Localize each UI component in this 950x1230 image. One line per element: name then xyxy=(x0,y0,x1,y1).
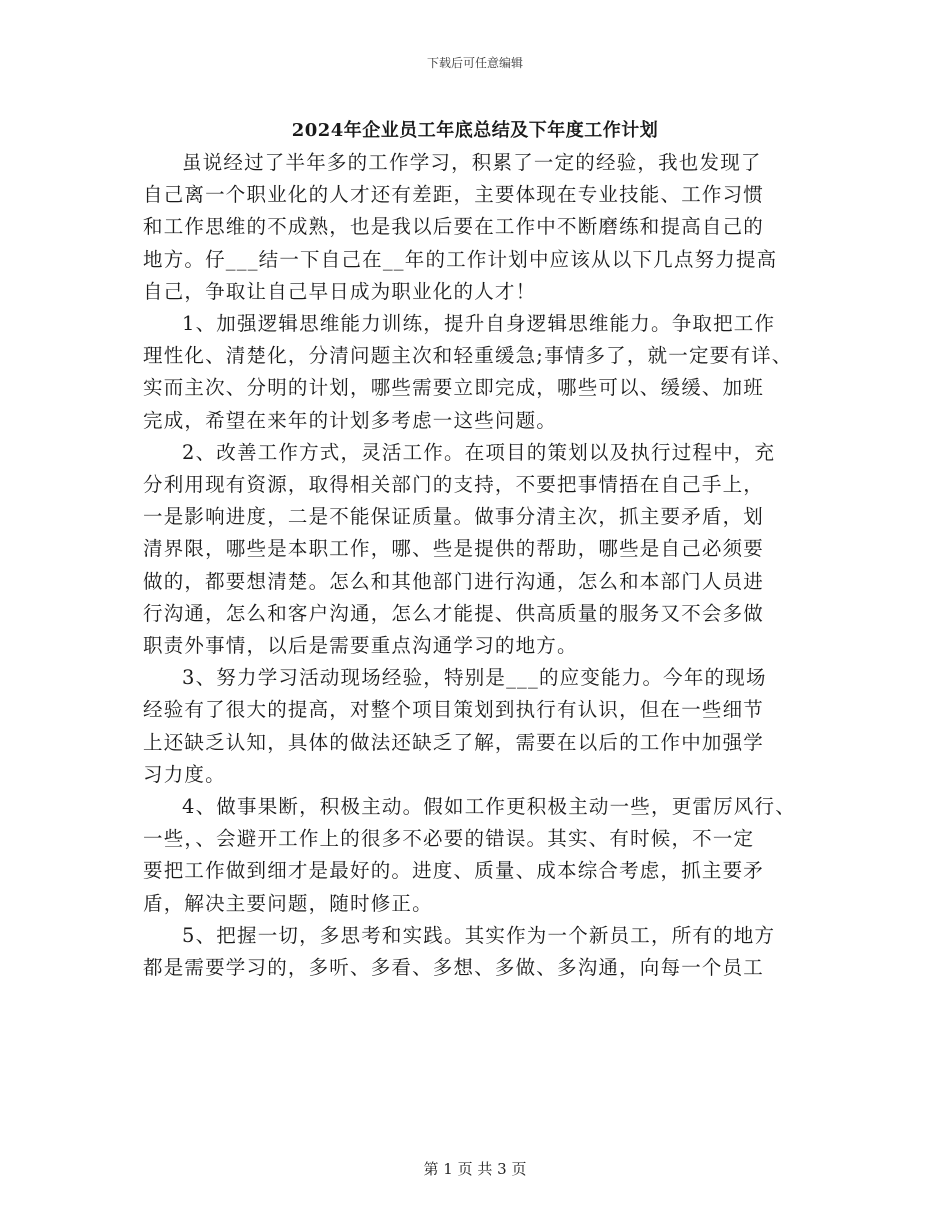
text-line: 地方。仔___结一下自己在__年的工作计划中应该从以下几点努力提高 xyxy=(143,247,778,271)
text-line: 都是需要学习的，多听、多看、多想、多做、多沟通，向每一个员工 xyxy=(143,956,765,980)
paragraph-item-5 xyxy=(143,920,813,984)
text-line: 分利用现有资源，取得相关部门的支持，不要把事情捂在自己手上， xyxy=(143,473,765,497)
text-line: 职责外事情，以后是需要重点沟通学习的地方。 xyxy=(143,634,578,658)
paragraph-item-4 xyxy=(143,791,813,920)
page-header-note: 下载后可任意编辑 xyxy=(426,56,523,70)
text-line: 和工作思维的不成熟，也是我以后要在工作中不断磨练和提高自己的 xyxy=(143,215,765,239)
text-line: 实而主次、分明的计划，哪些需要立即完成，哪些可以、缓缓、加班 xyxy=(143,376,765,400)
paragraph-item-2 xyxy=(143,437,813,662)
document-title: 2024年企业员工年底总结及下年度工作计划 xyxy=(291,120,659,141)
paragraph-item-3 xyxy=(143,662,813,791)
text-line: 5、把握一切，多思考和实践。其实作为一个新员工，所有的地方 xyxy=(182,923,776,947)
text-line: 一些，、会避开工作上的很多不必要的错误。其实、有时候，不一定 xyxy=(143,827,755,851)
text-line: 4、做事果断，积极主动。假如工作更积极主动一些，更雷厉风行、 xyxy=(182,795,796,819)
text-line: 要把工作做到细才是最好的。进度、质量、成本综合考虑，抓主要矛 xyxy=(143,859,765,883)
text-line: 经验有了很大的提高，对整个项目策划到执行有认识，但在一些细节 xyxy=(143,698,765,722)
page-number: 第 1 页 共 3 页 xyxy=(423,1160,527,1178)
text-line: 3、努力学习活动现场经验，特别是___的应变能力。今年的现场 xyxy=(182,666,767,690)
text-line: 上还缺乏认知，具体的做法还缺乏了解，需要在以后的工作中加强学 xyxy=(143,730,765,754)
document-body xyxy=(143,147,813,984)
text-line: 行沟通，怎么和客户沟通，怎么才能提、供高质量的服务又不会多做 xyxy=(143,601,765,625)
text-line: 理性化、清楚化，分清问题主次和轻重缓急;事情多了，就一定要有详、 xyxy=(143,344,793,368)
text-line: 1、加强逻辑思维能力训练，提升自身逻辑思维能力。争取把工作 xyxy=(182,312,776,336)
text-line: 自己，争取让自己早日成为职业化的人才！ xyxy=(143,279,537,303)
text-line: 清界限，哪些是本职工作，哪、些是提供的帮助，哪些是自己必须要 xyxy=(143,537,765,561)
text-line: 2、改善工作方式，灵活工作。在项目的策划以及执行过程中，充 xyxy=(182,440,776,464)
text-line: 虽说经过了半年多的工作学习，积累了一定的经验，我也发现了 xyxy=(182,151,762,174)
text-line: 做的，都要想清楚。怎么和其他部门进行沟通，怎么和本部门人员进 xyxy=(143,569,765,593)
text-line: 盾，解决主要问题，随时修正。 xyxy=(143,891,433,915)
text-line: 完成，希望在来年的计划多考虑一这些问题。 xyxy=(143,408,558,432)
text-line: 一是影响进度，二是不能保证质量。做事分清主次，抓主要矛盾，划 xyxy=(143,505,765,529)
text-line: 自己离一个职业化的人才还有差距，主要体现在专业技能、工作习惯 xyxy=(143,183,765,207)
paragraph-item-1 xyxy=(143,308,813,437)
paragraph-intro xyxy=(143,147,813,308)
text-line: 习力度。 xyxy=(143,762,226,786)
